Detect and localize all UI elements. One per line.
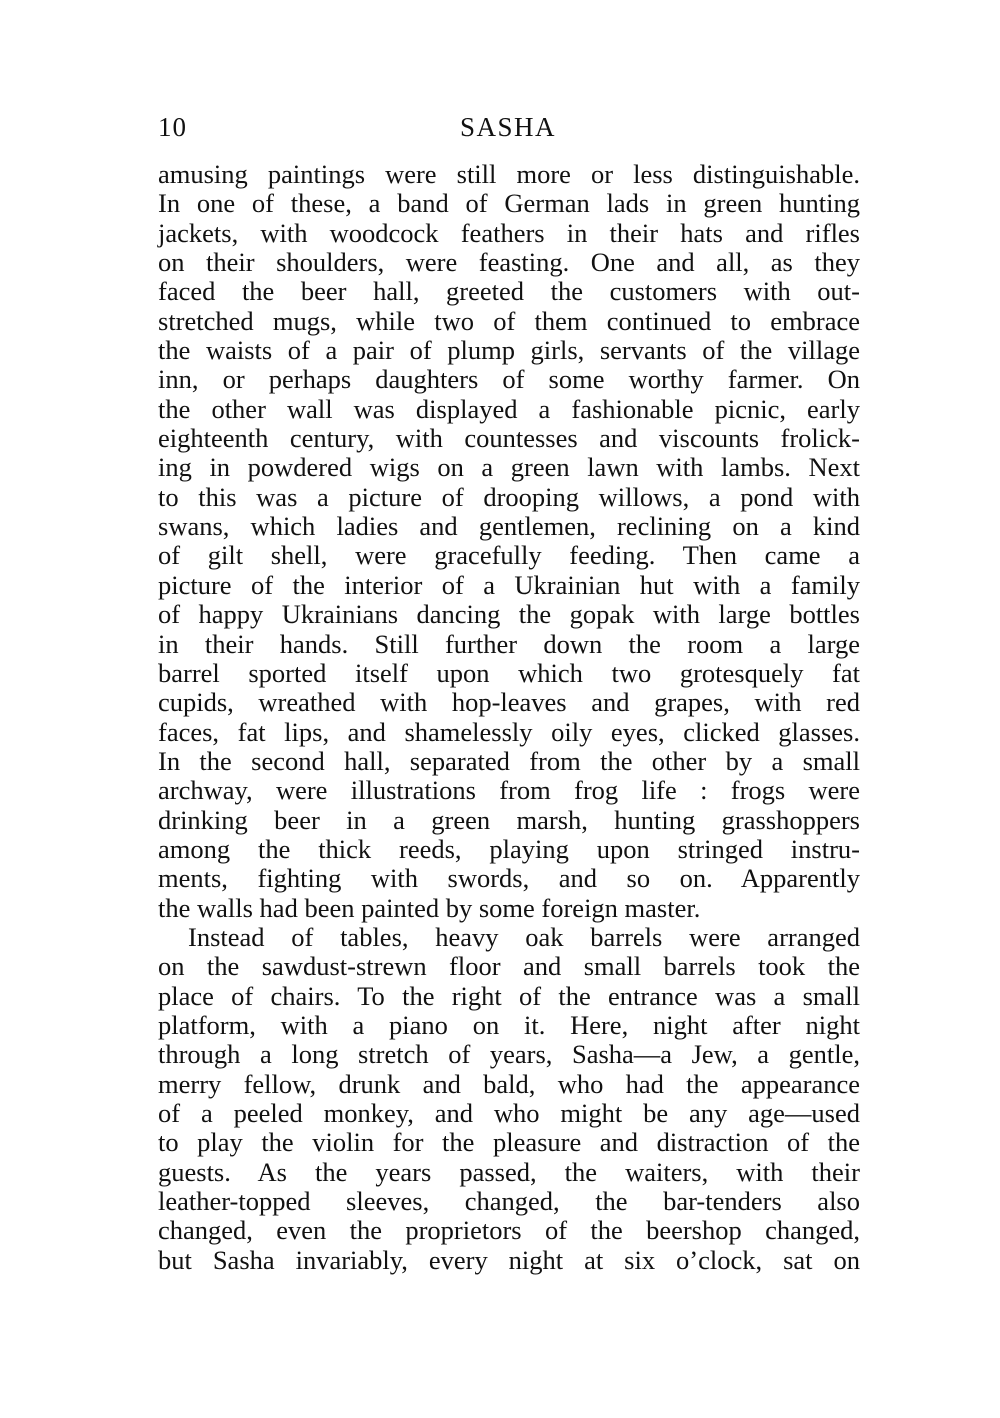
paragraph-2: [158, 923, 860, 1275]
text-line: jackets, with woodcock feathers in their hats and rifles: [158, 217, 860, 248]
text-line: the waists of a pair of plump girls, servants of the village: [158, 335, 860, 366]
text-line: drinking beer in a green marsh, hunting grasshoppers: [158, 804, 860, 835]
text-line: the walls had been painted by some foreign master.: [158, 892, 701, 923]
text-line: on their shoulders, were feasting. One and all, as they: [158, 247, 860, 278]
text-line: inn, or perhaps daughters of some worthy farmer. On: [158, 364, 860, 395]
text-line: ing in powdered wigs on a green lawn with lambs. Next: [158, 452, 860, 483]
text-line: to this was a picture of drooping willows, a pond with: [158, 481, 860, 512]
text-line: of a peeled monkey, and who might be any age—used: [158, 1098, 860, 1128]
page-number: 10: [158, 112, 187, 142]
text-line: platform, with a piano on it. Here, night after night: [158, 1009, 860, 1040]
text-line: of happy Ukrainians dancing the gopak with large bottles: [158, 599, 860, 630]
text-line: eighteenth century, with countesses and viscounts frolick-: [158, 423, 860, 454]
text-line: in their hands. Still further down the room a large: [158, 628, 860, 659]
text-line: the other wall was displayed a fashionable picnic, early: [158, 393, 860, 424]
running-title: SASHA: [459, 112, 557, 142]
text-line: but Sasha invariably, every night at six o’clock, sat on: [158, 1244, 860, 1275]
text-line: cupids, wreathed with hop-leaves and grapes, with red: [158, 687, 860, 718]
paragraph-1: [158, 160, 860, 923]
text-line: on the sawdust-strewn floor and small barrels took the: [158, 951, 860, 982]
text-line: merry fellow, drunk and bald, who had the appearance: [158, 1068, 860, 1099]
text-line: stretched mugs, while two of them continued to embrace: [158, 305, 860, 336]
text-line: guests. As the years passed, the waiters, with their: [158, 1156, 860, 1187]
text-line: barrel sported itself upon which two grotesquely fat: [158, 657, 860, 688]
text-line: In the second hall, separated from the other by a small: [158, 745, 860, 776]
text-line: among the thick reeds, playing upon stringed instru-: [158, 833, 860, 864]
text-line: through a long stretch of years, Sasha—a Jew, a gentle,: [158, 1039, 860, 1070]
text-line: place of chairs. To the right of the entrance was a small: [158, 980, 860, 1011]
text-line: faces, fat lips, and shamelessly oily eyes, clicked glasses.: [158, 716, 860, 747]
running-head: [158, 112, 858, 152]
text-line: leather-topped sleeves, changed, the bar-tenders also: [158, 1186, 860, 1217]
text-line: faced the beer hall, greeted the customers with out-: [158, 276, 860, 307]
body-text: [158, 160, 860, 1275]
text-line: changed, even the proprietors of the beershop changed,: [158, 1215, 860, 1246]
text-line: archway, were illustrations from frog life : frogs were: [158, 775, 860, 806]
text-line: ments, fighting with swords, and so on. Apparently: [158, 863, 860, 894]
text-line: In one of these, a band of German lads in green hunting: [158, 188, 860, 219]
text-line: of gilt shell, were gracefully feeding. Then came a: [158, 540, 860, 571]
text-line: amusing paintings were still more or less distinguishable.: [158, 159, 860, 189]
text-line: Instead of tables, heavy oak barrels were arranged: [188, 921, 860, 952]
text-line: swans, which ladies and gentlemen, reclining on a kind: [158, 511, 860, 542]
text-line: to play the violin for the pleasure and distraction of the: [158, 1127, 860, 1158]
text-line: picture of the interior of a Ukrainian hut with a family: [158, 569, 860, 600]
